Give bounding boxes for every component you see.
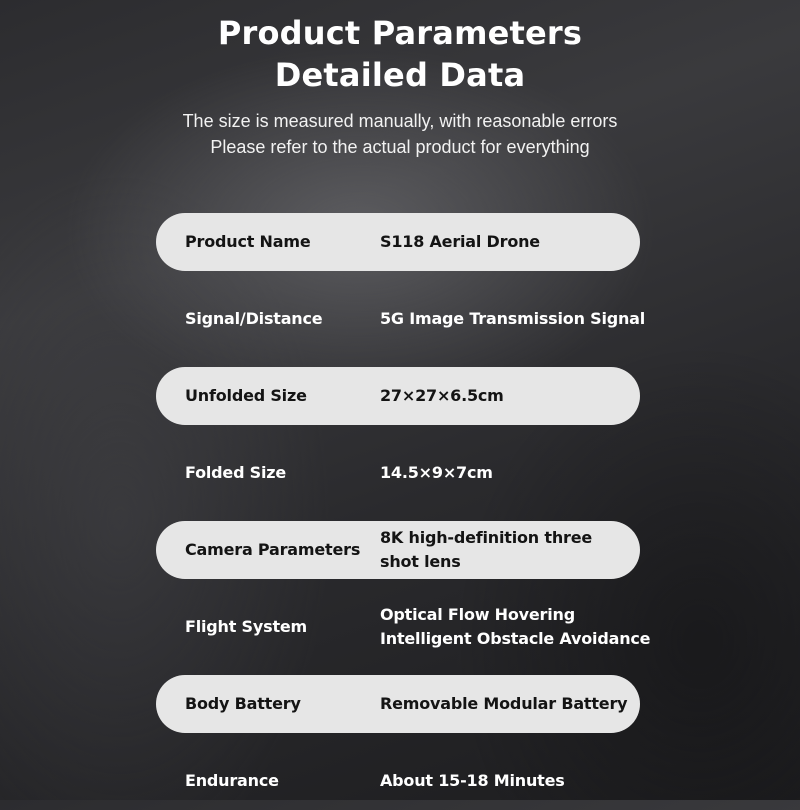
disclaimer-line-2: Please refer to the actual product for everything <box>210 137 590 157</box>
spec-label: Product Name <box>185 232 311 251</box>
spec-label: Body Battery <box>185 694 301 713</box>
spec-label: Folded Size <box>185 463 287 482</box>
disclaimer-line-1: The size is measured manually, with reasonable errors <box>182 111 618 131</box>
spec-value: 5G Image Transmission Signal <box>380 309 646 328</box>
spec-label: Signal/Distance <box>185 309 323 328</box>
spec-row-folded-size <box>156 444 640 502</box>
spec-label: Unfolded Size <box>185 386 307 405</box>
spec-value: 14.5×9×7cm <box>380 463 493 482</box>
spec-row-product-name <box>156 213 640 271</box>
spec-label: Flight System <box>185 617 308 636</box>
spec-value: Removable Modular Battery <box>380 694 628 713</box>
page-title-line-1: Product Parameters <box>217 14 583 52</box>
spec-row-body-battery <box>156 675 640 733</box>
spec-row-unfolded-size <box>156 367 640 425</box>
spec-row-flight-system <box>156 598 651 656</box>
spec-label: Endurance <box>185 771 279 790</box>
spec-value: Optical Flow Hovering Intelligent Obstacle Avoidance <box>380 605 651 648</box>
spec-row-camera-parameters <box>156 521 640 579</box>
spec-label: Camera Parameters <box>185 540 361 559</box>
spec-row-signal-distance <box>156 290 646 348</box>
spec-value: About 15-18 Minutes <box>380 771 565 790</box>
spec-value: 27×27×6.5cm <box>380 386 504 405</box>
spec-value: 8K high-definition three shot lens <box>380 528 593 571</box>
spec-value: S118 Aerial Drone <box>380 232 540 251</box>
page-title-line-2: Detailed Data <box>274 56 526 94</box>
spec-row-endurance <box>156 752 640 810</box>
